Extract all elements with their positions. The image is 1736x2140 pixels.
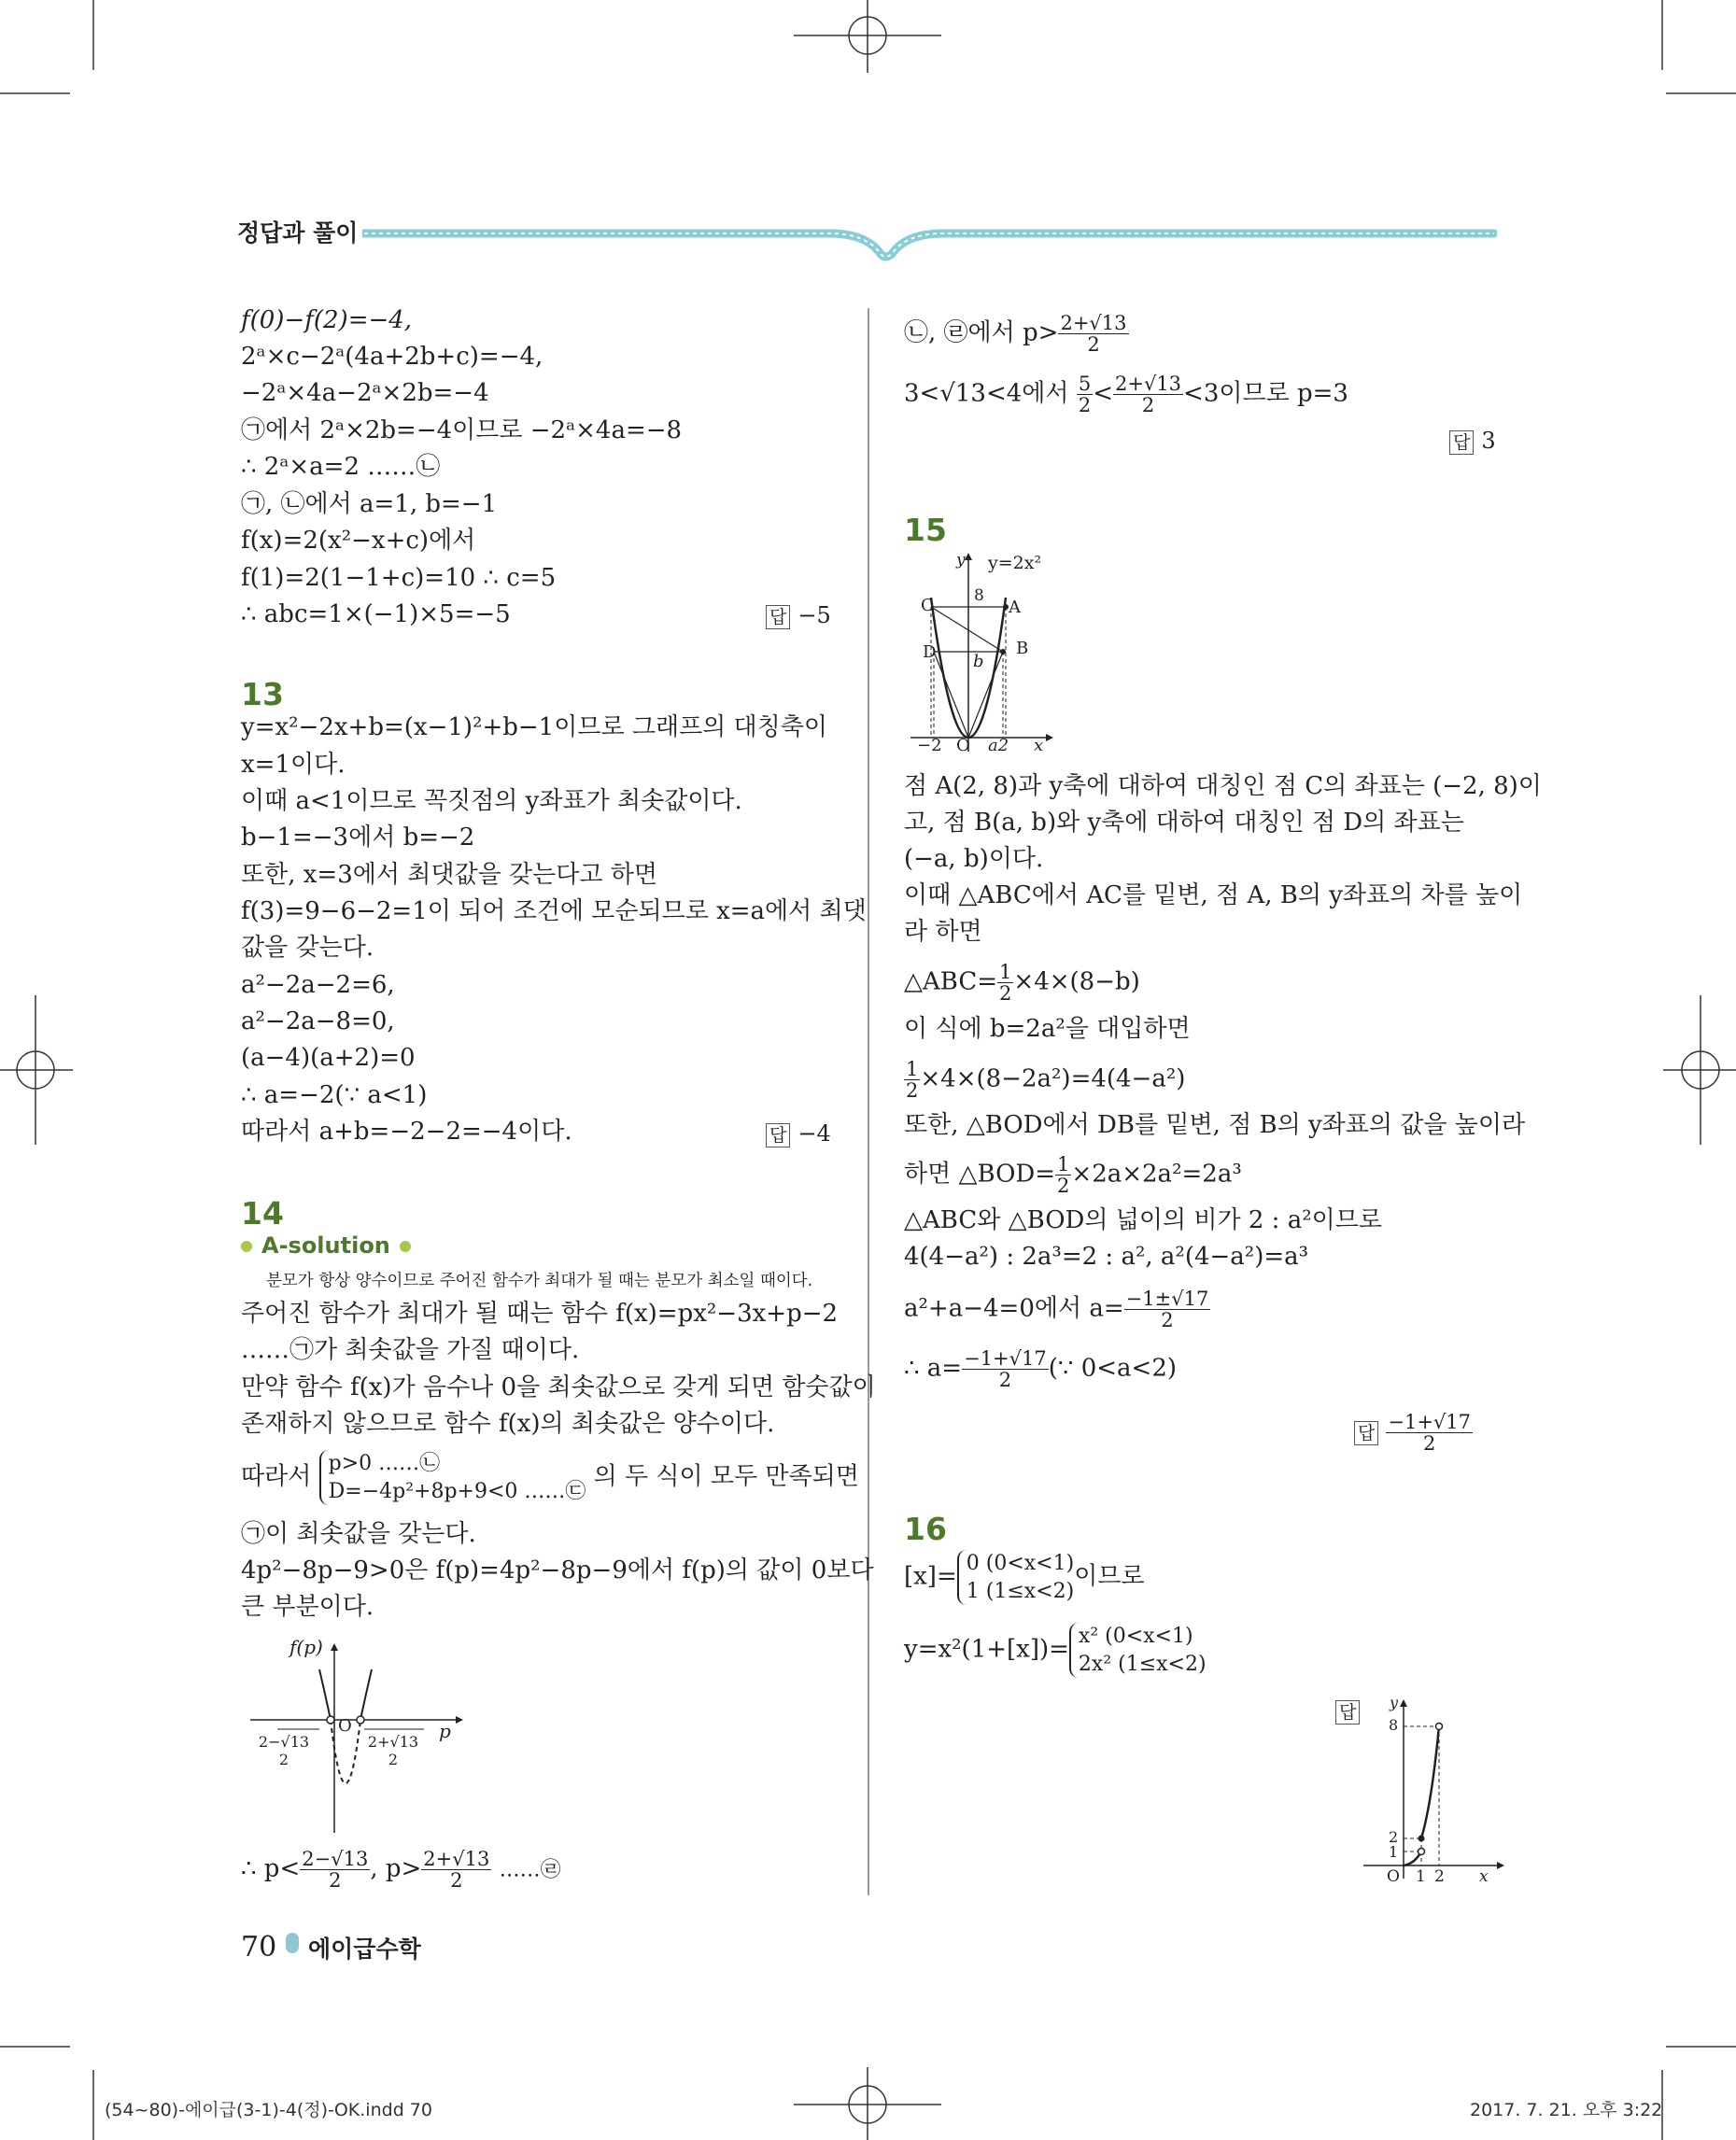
frac-den: 2 (1087, 333, 1100, 357)
graph14-xlabel: p (439, 1720, 451, 1742)
frac-num: −1+√17 (1388, 1411, 1472, 1433)
answer-top (1449, 428, 1496, 455)
graph16-t2: 2 (1434, 1867, 1445, 1886)
answer-badge: 답 (766, 1123, 790, 1147)
graph15-neg2: −2 (917, 736, 942, 755)
graph14-right-den: 2 (388, 1751, 399, 1768)
frac (904, 1059, 920, 1101)
frac-num: 2−√13 (302, 1848, 369, 1870)
graph14-left-label (256, 1733, 312, 1768)
frac-den: 2 (329, 1869, 342, 1893)
p13-line: a²−2a−2=6, (241, 971, 395, 999)
closed-point (1418, 1836, 1425, 1842)
answer-13 (766, 1120, 831, 1147)
p15-line: 라 하면 (904, 918, 982, 946)
y-axis-arrow (331, 1643, 338, 1651)
frac-num: 2+√13 (1060, 312, 1127, 334)
answer-badge: 답 (1449, 430, 1474, 455)
p15-line: 또한, △BOD에서 DB를 밑변, 점 B의 y좌표의 값을 높이라 (904, 1111, 1526, 1139)
p15-line: (−a, b)이다. (904, 845, 1044, 873)
frac-num: 1 (906, 1058, 919, 1080)
graph14-right-num: 2+√13 (367, 1733, 419, 1751)
graph16-y1: 1 (1389, 1843, 1399, 1861)
frac-den: 2 (1057, 1175, 1070, 1198)
p14-line: 만약 함수 f(x)가 음수나 0을 최솟값으로 갖게 되면 함숫값이 (241, 1373, 876, 1401)
x-axis-arrow (1046, 734, 1053, 741)
p15-line: 고, 점 B(a, b)와 y축에 대하여 대칭인 점 D의 좌표는 (904, 809, 1464, 837)
p15-line: 4(4−a²) : 2a³=2 : a², a²(4−a²)=a³ (904, 1243, 1309, 1271)
left-line: f(x)=2(x²−x+c)에서 (241, 527, 476, 555)
p14-line: ……㉠가 최솟값을 가질 때이다. (241, 1336, 580, 1364)
left-line: ∴ abc=1×(−1)×5=−5 (241, 600, 511, 628)
final-mid: , p> (370, 1854, 422, 1883)
left-line: ㉠, ㉡에서 a=1, b=−1 (241, 490, 498, 518)
p15-quad-line (904, 1288, 1210, 1330)
graph-16 (1359, 1692, 1508, 1897)
p14-cases-line (241, 1450, 859, 1505)
p13-line: ∴ a=−2(∵ a<1) (241, 1081, 428, 1109)
right-top-line1 (904, 313, 1129, 355)
graph16-t1: 1 (1416, 1867, 1426, 1886)
frac-den: 2 (998, 1369, 1012, 1392)
segment-od (934, 652, 968, 738)
left-line: ㉠에서 2ᵃ×2b=−4이므로 −2ᵃ×4a=−8 (241, 416, 683, 444)
cases-suffix: 의 두 식이 모두 만족되면 (593, 1462, 859, 1491)
frac (962, 1348, 1049, 1390)
p13-line: y=x²−2x+b=(x−1)²+b−1이므로 그래프의 대칭축이 (241, 713, 828, 741)
graph15-c: C (921, 596, 934, 615)
page-number: 70 (241, 1931, 277, 1964)
column-divider (868, 308, 869, 1895)
brand-icon (286, 1933, 299, 1953)
cases-brace (957, 1550, 1074, 1605)
frac-num: 1 (999, 961, 1012, 983)
a-solution-text: 분모가 항상 양수이므로 주어진 함수가 최대가 될 때는 분모가 최소일 때이다. (266, 1272, 813, 1290)
frac-num: 2+√13 (423, 1848, 490, 1870)
graph14-right-label (360, 1733, 426, 1768)
graph16-ylabel: y (1390, 1694, 1399, 1711)
graph15-curve-label: y=2x² (988, 553, 1042, 573)
case-2: D=−4p²+8p+9<0 ……㉢ (328, 1479, 586, 1503)
file-info: (54~80)-에이급(3-1)-4(정)-OK.indd 70 (105, 2100, 432, 2120)
header-rule (362, 217, 1497, 263)
frac-den: 2 (906, 1079, 919, 1103)
answer-intro (766, 602, 831, 629)
a-solution-heading (241, 1232, 411, 1259)
graph16-xlabel: x (1479, 1867, 1489, 1886)
p16-y-line (904, 1623, 1207, 1678)
frac (1055, 1154, 1071, 1196)
graph15-ylabel: y (956, 551, 966, 570)
graph16-origin: O (1387, 1867, 1400, 1886)
final-prefix: ∴ p< (241, 1854, 301, 1883)
page-header-title: 정답과 풀이 (237, 219, 359, 246)
sol-prefix: ∴ a= (904, 1354, 963, 1383)
p14-line: 큰 부분이다. (241, 1593, 374, 1621)
answer-value: −4 (797, 1120, 831, 1147)
graph16-y2: 2 (1389, 1828, 1399, 1846)
graph15-xlabel: x (1034, 736, 1044, 755)
p15-bod-line (904, 1154, 1242, 1196)
p13-line: 따라서 a+b=−2−2=−4이다. (241, 1118, 572, 1146)
p15-line: △ABC와 △BOD의 넓이의 비가 2 : a²이므로 (904, 1206, 1382, 1234)
p14-line: 주어진 함수가 최대가 될 때는 함수 f(x)=px²−3x+p−2 (241, 1300, 839, 1328)
cases-prefix: 따라서 (241, 1462, 312, 1491)
top-line1-prefix: ㉡, ㉣에서 p> (904, 318, 1059, 347)
open-point (327, 1716, 334, 1724)
frac-den: 2 (999, 982, 1012, 1006)
problem-number-16: 16 (904, 1511, 947, 1547)
graph15-eight: 8 (974, 586, 984, 605)
abc-suffix: ×4×(8−b) (1013, 967, 1140, 996)
p15-line: 이 식에 b=2a²을 대입하면 (904, 1015, 1191, 1043)
floor-prefix: [x]= (904, 1562, 957, 1591)
problem-number-14: 14 (241, 1195, 284, 1232)
abc-prefix: △ABC= (904, 967, 998, 996)
frac-den: 2 (450, 1869, 463, 1893)
p13-line: 이때 a<1이므로 꼭짓점의 y좌표가 최솟값이다. (241, 787, 742, 815)
frac (421, 1849, 491, 1891)
left-line: f(0)−f(2)=−4, (241, 306, 413, 334)
graph14-origin: O (338, 1716, 352, 1736)
left-line: −2ᵃ×4a−2ᵃ×2b=−4 (241, 379, 489, 407)
bullet-icon (400, 1241, 411, 1252)
p13-line: (a−4)(a+2)=0 (241, 1044, 416, 1072)
brand-name: 에이급수학 (308, 1936, 421, 1963)
frac-den: 2 (1078, 394, 1092, 417)
left-line: f(1)=2(1−1+c)=10 ∴ c=5 (241, 564, 557, 592)
problem-number-15: 15 (904, 512, 947, 548)
final-suffix: ……㉣ (499, 1858, 561, 1882)
y-axis-arrow (1400, 1699, 1407, 1707)
graph15-origin: O (956, 736, 970, 755)
p15-sub-line (904, 1059, 1185, 1101)
graph15-b: B (1016, 639, 1029, 658)
frac-den: 2 (1141, 394, 1155, 417)
answer-value: 3 (1481, 428, 1496, 454)
bod-suffix: ×2a×2a²=2a³ (1071, 1160, 1242, 1189)
segment-cb (931, 607, 1003, 652)
frac-num: 5 (1078, 373, 1092, 395)
frac (1124, 1288, 1211, 1330)
open-point (357, 1716, 364, 1724)
frac-num: 1 (1057, 1153, 1070, 1176)
p16-floor-line (904, 1550, 1145, 1605)
p15-sol-line (904, 1348, 1177, 1390)
open-point (1418, 1849, 1425, 1855)
p15-abc-line (904, 962, 1140, 1004)
p15-line: 이때 △ABC에서 AC를 밑변, 점 A, B의 y좌표의 차를 높이 (904, 881, 1523, 909)
frac (1077, 373, 1093, 415)
lt-sign: < (1093, 379, 1113, 408)
p13-line: b−1=−3에서 b=−2 (241, 824, 475, 852)
frac (1113, 373, 1183, 415)
answer-badge: 답 (1335, 1700, 1360, 1725)
graph14-ylabel: f(p) (289, 1636, 323, 1658)
frac (997, 962, 1013, 1004)
quad-prefix: a²+a−4=0에서 a= (904, 1294, 1124, 1323)
frac-num: −1±√17 (1125, 1288, 1209, 1310)
frac-den: 2 (1423, 1432, 1436, 1456)
curve-right-solid (360, 1669, 372, 1720)
p15-line: 점 A(2, 8)과 y축에 대하여 대칭인 점 C의 좌표는 (−2, 8)이 (904, 772, 1542, 800)
p14-final-line (241, 1849, 561, 1891)
p13-line: a²−2a−8=0, (241, 1007, 395, 1035)
sub-suffix: ×4×(8−2a²)=4(4−a²) (920, 1064, 1186, 1093)
graph15-d: D (923, 642, 937, 662)
cases-brace (1069, 1623, 1207, 1678)
problem-number-13: 13 (241, 676, 284, 712)
y-case-1: x² (0<x<1) (1078, 1625, 1193, 1648)
a-solution-label: A-solution (261, 1232, 390, 1259)
floor-case-2: 1 (1≤x<2) (966, 1579, 1075, 1603)
frac-num: −1+√17 (964, 1347, 1047, 1370)
open-point (1436, 1724, 1443, 1730)
graph16-y8: 8 (1389, 1716, 1399, 1734)
left-line: 2ᵃ×c−2ᵃ(4a+2b+c)=−4, (241, 343, 543, 371)
frac-num: 2+√13 (1114, 373, 1182, 395)
p14-line: 4p²−8p−9>0은 f(p)=4p²−8p−9에서 f(p)의 값이 0보다 (241, 1556, 874, 1584)
answer-15 (1354, 1412, 1473, 1454)
sol-suffix: (∵ 0<a<2) (1048, 1354, 1177, 1383)
p14-line: 존재하지 않으므로 함수 f(x)의 최솟값은 양수이다. (241, 1410, 775, 1438)
top-line2-suffix: <3이므로 p=3 (1183, 379, 1348, 408)
answer-value: −5 (797, 602, 831, 628)
frac (1386, 1412, 1473, 1454)
y-case-2: 2x² (1≤x<2) (1078, 1652, 1207, 1676)
bullet-icon (241, 1241, 252, 1252)
bod-prefix: 하면 △BOD= (904, 1160, 1056, 1189)
p13-line: 값을 갖는다. (241, 934, 374, 962)
curve-segment-2 (1421, 1726, 1439, 1838)
floor-suffix: 이므로 (1074, 1562, 1145, 1591)
graph15-a: A (1009, 598, 1021, 617)
right-top-line2 (904, 373, 1348, 415)
p13-line: x=1이다. (241, 751, 346, 779)
answer-badge: 답 (766, 605, 790, 629)
case-1: p>0 ……㉡ (328, 1452, 441, 1475)
y-prefix: y=x²(1+[x])= (904, 1635, 1069, 1664)
answer-badge: 답 (1354, 1421, 1378, 1445)
frac (300, 1849, 370, 1891)
floor-case-1: 0 (0<x<1) (966, 1552, 1075, 1575)
x-axis-arrow (1497, 1862, 1504, 1869)
point-b (1000, 649, 1006, 655)
curve-left-solid (319, 1669, 331, 1720)
frac-den: 2 (1161, 1309, 1174, 1332)
y-axis-arrow (965, 553, 972, 560)
graph15-b-height: b (973, 652, 984, 671)
graph15-a2: a2 (988, 736, 1009, 755)
x-axis-arrow (456, 1716, 463, 1724)
print-date: 2017. 7. 21. 오후 3:22 (1470, 2100, 1663, 2120)
left-line: ∴ 2ᵃ×a=2 ……㉡ (241, 453, 441, 481)
cases-brace (319, 1450, 586, 1505)
p13-line: 또한, x=3에서 최댓값을 갖는다고 하면 (241, 861, 657, 889)
p13-line: f(3)=9−6−2=1이 되어 조건에 모순되므로 x=a에서 최댓 (241, 897, 867, 925)
graph14-left-den: 2 (278, 1751, 289, 1768)
top-line2-prefix: 3<√13<4에서 (904, 379, 1069, 408)
frac (1058, 313, 1128, 355)
p14-line: ㉠이 최솟값을 갖는다. (241, 1520, 476, 1548)
graph14-left-num: 2−√13 (258, 1733, 310, 1751)
